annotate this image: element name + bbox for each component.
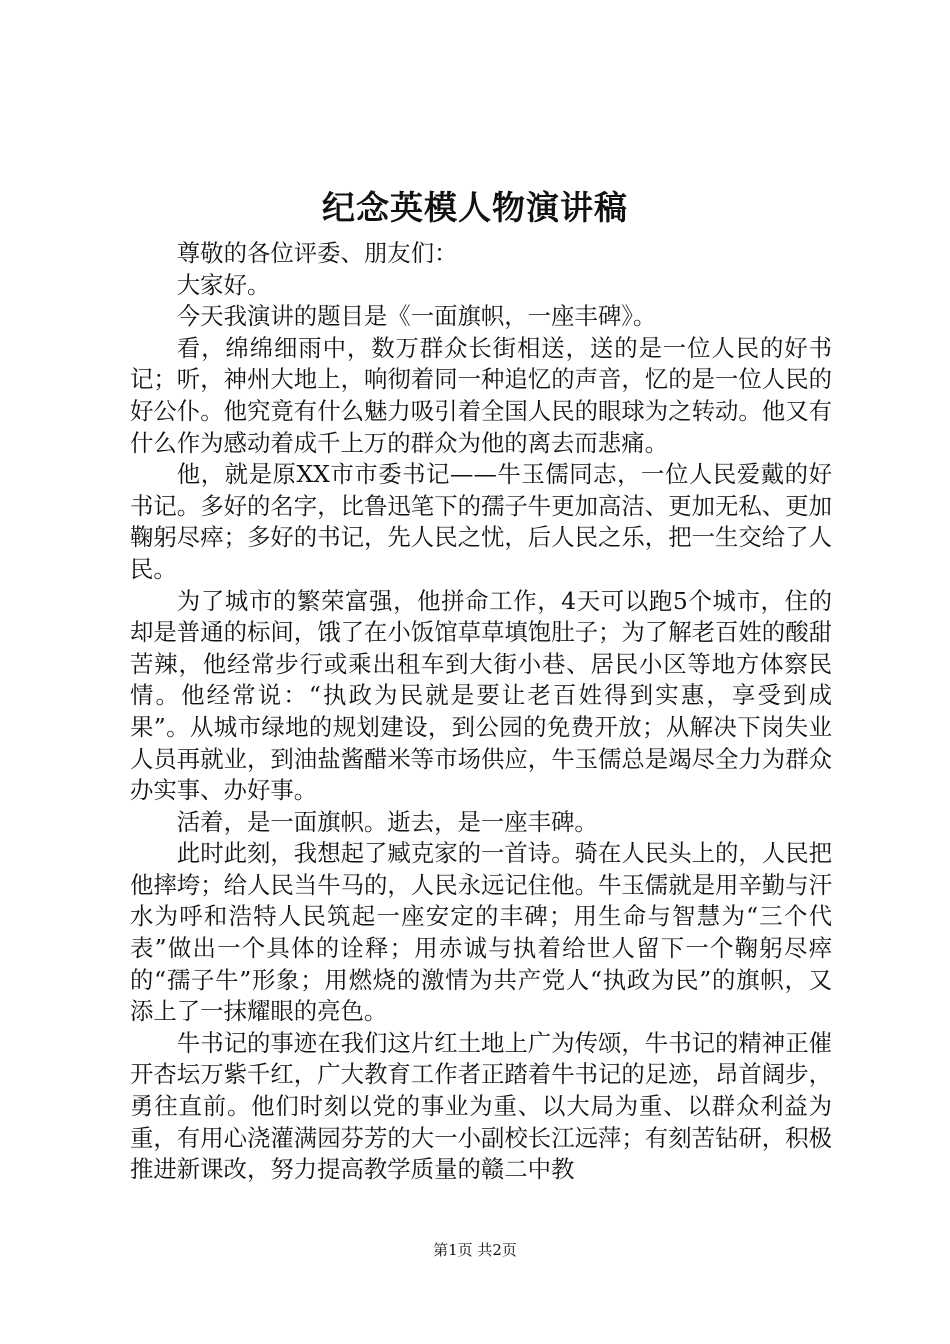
paragraph: 活着，是一面旗帜。逝去，是一座丰碑。 [176, 807, 598, 836]
document-title: 纪念英模人物演讲稿 [322, 188, 628, 227]
paragraph: 此时此刻，我想起了臧克家的一首诗。骑在人民头上的，人民把他摔垮；给人民当牛马的，人民永远记住他。牛玉儒就是用辛勤与汗水为呼和浩特人民筑起一座安定的丰碑；用生命与智慧为“三个代表”做出一个具体的诠释；用赤诚与执着给世人留下一个鞠躬尽瘁的“孺子牛”形象；用燃烧的激情为共产党人“执政为民”的旗帜，又添上了一抹耀眼的亮色。 [130, 839, 832, 1026]
paragraph-salutation: 尊敬的各位评委、朋友们： [176, 239, 458, 267]
paragraph-greeting: 大家好。 [176, 270, 271, 299]
page-footer: 第1页 共2页 [433, 1241, 517, 1259]
paragraph: 牛书记的事迹在我们这片红土地上广为传颂，牛书记的精神正催开杏坛万紫千红，广大教育工作者正踏着牛书记的足迹，昂首阔步，勇往直前。他们时刻以党的事业为重、以大局为重、以群众利益为重，有用心浇灌满园芬芳的大一小副校长江远萍；有刻苦钻研，积极推进新课改，努力提高教学质量的赣二中教 [130, 1028, 832, 1184]
paragraph: 看，绵绵细雨中，数万群众长街相送，送的是一位人民的好书记；听，神州大地上，响彻着同一种追忆的声音，忆的是一位人民的好公仆。他究竟有什么魅力吸引着全国人民的眼球为之转动。他又有什么作为感动着成千上万的群众为他的离去而悲痛。 [130, 333, 832, 457]
paragraph: 他，就是原XX市市委书记——牛玉儒同志，一位人民爱戴的好书记。多好的名字，比鲁迅笔下的孺子牛更加高洁、更加无私、更加鞠躬尽瘁；多好的书记，先人民之忧，后人民之乐，把一生交给了人民。 [130, 460, 832, 583]
paragraph: 为了城市的繁荣富强，他拼命工作，4天可以跑5个城市，住的却是普通的标间，饿了在小饭馆草草填饱肚子；为了解老百姓的酸甜苦辣，他经常步行或乘出租车到大街小巷、居民小区等地方体察民情。他经常说：“执政为民就是要让老百姓得到实惠，享受到成果”。从城市绿地的规划建设，到公园的免费开放；从解决下岗失业人员再就业，到油盐酱醋米等市场供应，牛玉儒总是竭尽全力为群众办实事、办好事。 [130, 586, 832, 805]
paragraph-topic: 今天我演讲的题目是《一面旗帜，一座丰碑》。 [176, 302, 657, 331]
document-body [130, 238, 832, 1186]
